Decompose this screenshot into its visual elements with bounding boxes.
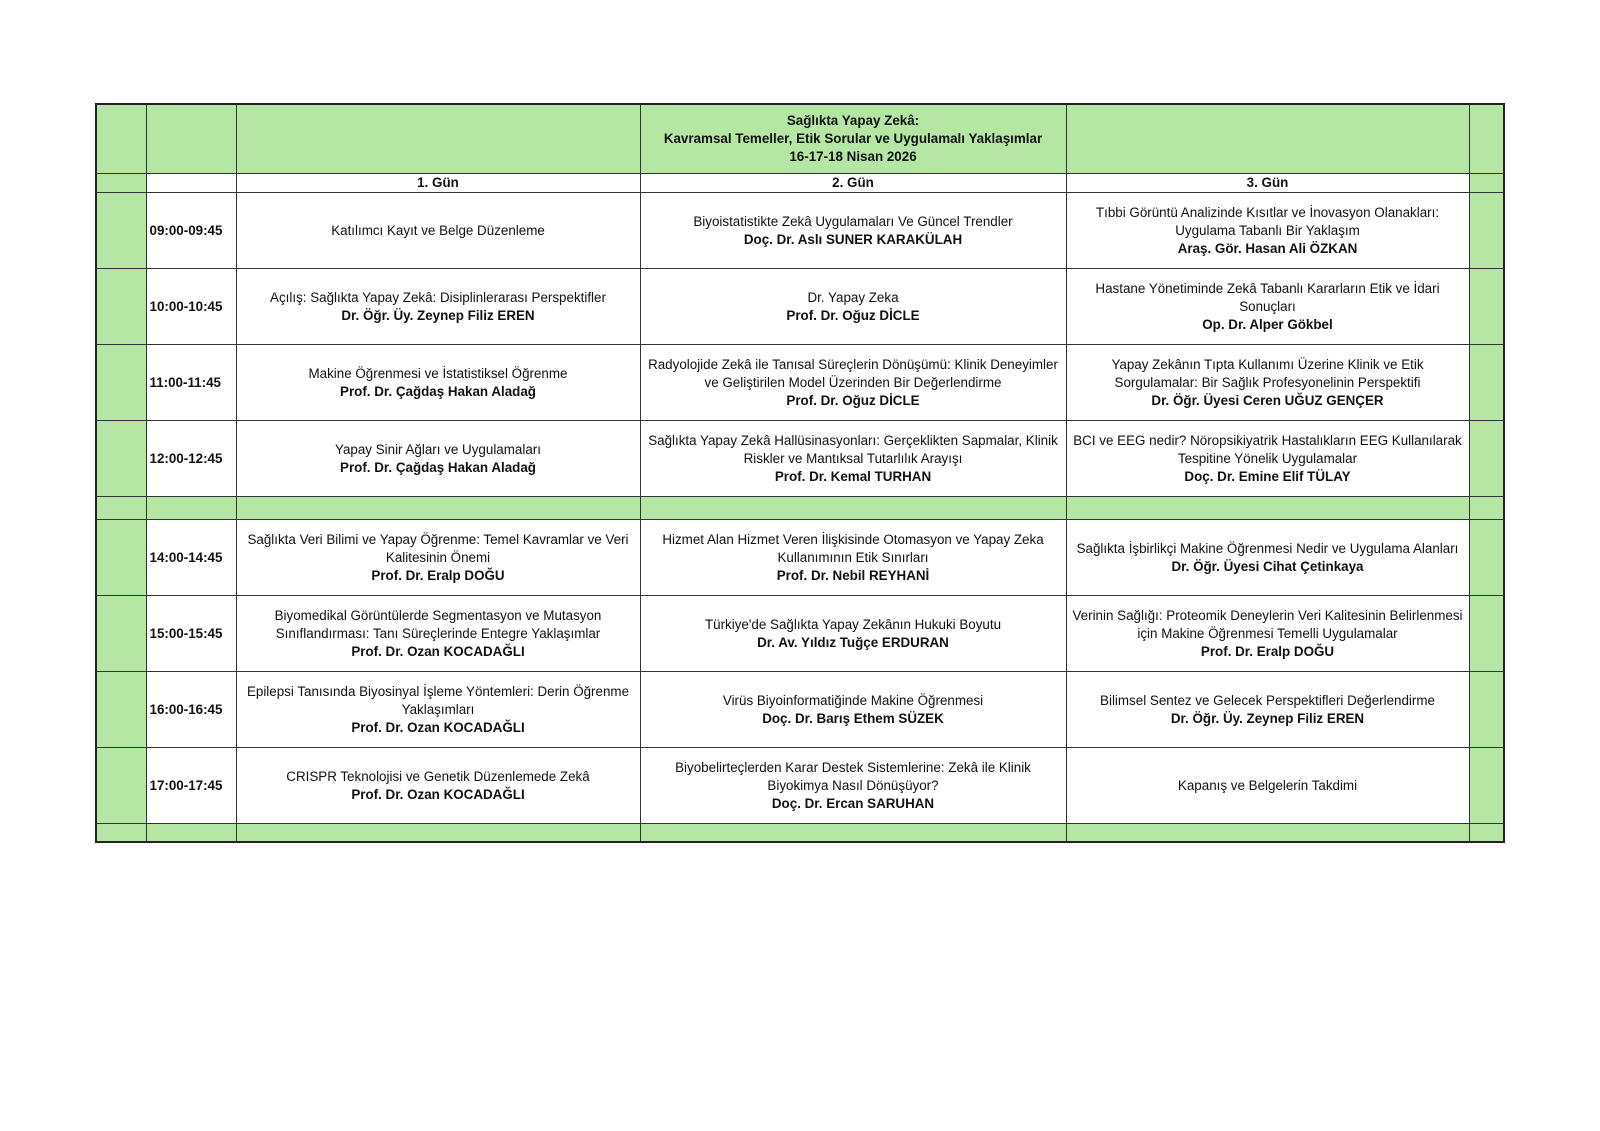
row-right-margin-cell (1469, 269, 1504, 345)
row-left-margin-cell (96, 748, 146, 824)
row-right-margin-cell (1469, 596, 1504, 672)
day-header-row (96, 174, 1504, 193)
session-speaker: Prof. Dr. Ozan KOCADAĞLI (351, 786, 525, 802)
session-speaker: Araş. Gör. Hasan Ali ÖZKAN (1177, 240, 1358, 256)
session-cell-day-3 (1066, 193, 1469, 269)
session-speaker: Dr. Av. Yıldız Tuğçe ERDURAN (757, 634, 949, 650)
table-footer-row (96, 824, 1504, 843)
time-slot: 10:00-10:45 (146, 269, 236, 345)
table-footer-row-cell (640, 824, 1066, 843)
session-speaker: Prof. Dr. Kemal TURHAN (774, 468, 932, 484)
time-slot: 09:00-09:45 (146, 193, 236, 269)
table-row (96, 748, 1504, 824)
session-speaker: Dr. Öğr. Üy. Zeynep Filiz EREN (341, 307, 535, 323)
day-right-margin-cell (1469, 174, 1504, 193)
session-speaker: Doç. Dr. Aslı SUNER KARAKÜLAH (743, 231, 963, 247)
lunch-break-row-cell (1066, 497, 1469, 520)
time-slot: 11:00-11:45 (146, 345, 236, 421)
time-slot: 17:00-17:45 (146, 748, 236, 824)
session-speaker: Doç. Dr. Emine Elif TÜLAY (1184, 468, 1351, 484)
table-footer-row-cell (96, 824, 146, 843)
session-cell-day-2 (640, 269, 1066, 345)
day-header-2: 2. Gün (640, 174, 1066, 193)
session-cell-day-2 (640, 520, 1066, 596)
session-cell-day-1 (236, 520, 640, 596)
table-row (96, 596, 1504, 672)
session-speaker: Prof. Dr. Ozan KOCADAĞLI (351, 643, 525, 659)
session-cell-day-2 (640, 596, 1066, 672)
session-speaker: Op. Dr. Alper Gökbel (1202, 316, 1333, 332)
table-footer-row-cell (1469, 824, 1504, 843)
row-left-margin-cell (96, 520, 146, 596)
lunch-break-row (96, 497, 1504, 520)
row-left-margin-cell (96, 596, 146, 672)
row-left-margin-cell (96, 193, 146, 269)
row-right-margin-cell (1469, 421, 1504, 497)
session-speaker: Dr. Öğr. Üyesi Cihat Çetinkaya (1171, 558, 1364, 574)
lunch-break-row-cell (640, 497, 1066, 520)
session-title: Sağlıkta Veri Bilimi ve Yapay Öğrenme: Temel Kavramlar ve Veri Kalitesinin Önemi (247, 531, 629, 565)
session-title: Yapay Sinir Ağları ve Uygulamaları (335, 441, 541, 457)
row-left-margin-cell (96, 345, 146, 421)
session-cell-day-3 (1066, 421, 1469, 497)
table-footer-row-cell (146, 824, 236, 843)
session-title: Hastane Yönetiminde Zekâ Tabanlı Kararların Etik ve İdari Sonuçları (1095, 280, 1440, 314)
session-speaker: Prof. Dr. Çağdaş Hakan Aladağ (340, 383, 536, 399)
session-title: Türkiye'de Sağlıkta Yapay Zekânın Hukuki Boyutu (704, 616, 1002, 632)
session-cell-day-1 (236, 269, 640, 345)
session-speaker: Prof. Dr. Eralp DOĞU (1200, 643, 1335, 659)
day-header-3: 3. Gün (1066, 174, 1469, 193)
lunch-break-row-cell (146, 497, 236, 520)
table-row (96, 345, 1504, 421)
title-right-margin-cell (1469, 104, 1504, 174)
session-title: CRISPR Teknolojisi ve Genetik Düzenlemede Zekâ (286, 768, 590, 784)
session-cell-day-3 (1066, 520, 1469, 596)
session-speaker: Prof. Dr. Oğuz DİCLE (786, 307, 920, 323)
session-title: Katılımcı Kayıt ve Belge Düzenleme (331, 222, 545, 238)
time-slot: 12:00-12:45 (146, 421, 236, 497)
title-time-cell (146, 104, 236, 174)
session-cell-day-2 (640, 193, 1066, 269)
lunch-break-row-cell (236, 497, 640, 520)
row-right-margin-cell (1469, 193, 1504, 269)
session-cell-day-1 (236, 596, 640, 672)
row-right-margin-cell (1469, 520, 1504, 596)
day-time-cell (146, 174, 236, 193)
session-title: Sağlıkta İşbirlikçi Makine Öğrenmesi Nedir ve Uygulama Alanları (1076, 540, 1459, 556)
schedule-body (96, 104, 1504, 842)
table-row (96, 269, 1504, 345)
lunch-break-row-cell (1469, 497, 1504, 520)
session-cell-day-3 (1066, 748, 1469, 824)
session-speaker: Dr. Öğr. Üyesi Ceren UĞUZ GENÇER (1151, 392, 1384, 408)
session-title: Kapanış ve Belgelerin Takdimi (1177, 777, 1358, 793)
row-left-margin-cell (96, 421, 146, 497)
session-title: Verinin Sağlığı: Proteomik Deneylerin Veri Kalitesinin Belirlenmesi için Makine Öğrenmesi Temelli Uygulamalar (1072, 607, 1463, 641)
session-cell-day-1 (236, 672, 640, 748)
session-title: Bilimsel Sentez ve Gelecek Perspektifleri Değerlendirme (1100, 692, 1435, 708)
session-speaker: Dr. Öğr. Üy. Zeynep Filiz EREN (1170, 710, 1365, 726)
row-right-margin-cell (1469, 748, 1504, 824)
session-title: Epilepsi Tanısında Biyosinyal İşleme Yöntemleri: Derin Öğrenme Yaklaşımları (246, 683, 630, 717)
session-cell-day-2 (640, 748, 1066, 824)
session-title: Tıbbi Görüntü Analizinde Kısıtlar ve İnovasyon Olanakları: Uygulama Tabanlı Bir Yaklaşım (1095, 204, 1440, 238)
session-cell-day-1 (236, 345, 640, 421)
time-slot: 15:00-15:45 (146, 596, 236, 672)
session-title: Açılış: Sağlıkta Yapay Zekâ: Disiplinlerarası Perspektifler (270, 289, 606, 305)
row-right-margin-cell (1469, 345, 1504, 421)
session-title: Biyomedikal Görüntülerde Segmentasyon ve Mutasyon Sınıflandırması: Tanı Süreçlerinde Entegre Yaklaşımlar (274, 607, 602, 641)
session-cell-day-2 (640, 345, 1066, 421)
title-left-margin-cell (96, 104, 146, 174)
event-title (640, 104, 1066, 174)
table-row (96, 421, 1504, 497)
session-title: Makine Öğrenmesi ve İstatistiksel Öğrenme (308, 365, 568, 381)
session-speaker: Prof. Dr. Çağdaş Hakan Aladağ (340, 459, 536, 475)
session-cell-day-3 (1066, 596, 1469, 672)
time-slot: 14:00-14:45 (146, 520, 236, 596)
event-dates: 16-17-18 Nisan 2026 (789, 149, 917, 164)
session-cell-day-3 (1066, 269, 1469, 345)
day-left-margin-cell (96, 174, 146, 193)
lunch-break-row-cell (96, 497, 146, 520)
event-title-line2: Kavramsal Temeller, Etik Sorular ve Uygulamalı Yaklaşımlar (663, 131, 1043, 146)
session-cell-day-3 (1066, 345, 1469, 421)
table-footer-row-cell (1066, 824, 1469, 843)
session-title: Radyolojide Zekâ ile Tanısal Süreçlerin Dönüşümü: Klinik Deneyimler ve Geliştirilen Model Üzerinden Bir Değerlendirme (648, 356, 1058, 390)
session-speaker: Prof. Dr. Nebil REYHANİ (776, 567, 930, 583)
session-title: Sağlıkta Yapay Zekâ Hallüsinasyonları: Gerçeklikten Sapmalar, Klinik Riskler ve Mantıksal Tutarlılık Arayışı (648, 432, 1058, 466)
table-row (96, 520, 1504, 596)
session-cell-day-1 (236, 193, 640, 269)
session-speaker: Doç. Dr. Barış Ethem SÜZEK (762, 710, 944, 726)
session-speaker: Prof. Dr. Ozan KOCADAĞLI (351, 719, 525, 735)
session-title: Dr. Yapay Zeka (807, 289, 899, 305)
schedule-table (95, 103, 1505, 843)
row-left-margin-cell (96, 672, 146, 748)
session-cell-day-2 (640, 421, 1066, 497)
session-cell-day-1 (236, 421, 640, 497)
session-title: Biyobelirteçlerden Karar Destek Sistemlerine: Zekâ ile Klinik Biyokimya Nasıl Dönüşüyor? (675, 759, 1031, 793)
table-footer-row-cell (236, 824, 640, 843)
session-title: Hizmet Alan Hizmet Veren İlişkisinde Otomasyon ve Yapay Zeka Kullanımının Etik Sınırları (662, 531, 1044, 565)
session-title: BCI ve EEG nedir? Nöropsikiyatrik Hastalıkların EEG Kullanılarak Tespitine Yönelik Uygulamalar (1073, 432, 1462, 466)
session-speaker: Prof. Dr. Oğuz DİCLE (786, 392, 920, 408)
title-day1-cell (236, 104, 640, 174)
session-speaker: Prof. Dr. Eralp DOĞU (371, 567, 505, 583)
session-speaker: Doç. Dr. Ercan SARUHAN (771, 795, 935, 811)
session-cell-day-2 (640, 672, 1066, 748)
table-row (96, 672, 1504, 748)
table-row (96, 193, 1504, 269)
session-title: Biyoistatistikte Zekâ Uygulamaları Ve Güncel Trendler (693, 213, 1013, 229)
event-title-line1: Sağlıkta Yapay Zekâ: (786, 113, 920, 128)
time-slot: 16:00-16:45 (146, 672, 236, 748)
title-day3-cell (1066, 104, 1469, 174)
session-cell-day-3 (1066, 672, 1469, 748)
session-cell-day-1 (236, 748, 640, 824)
session-title: Virüs Biyoinformatiğinde Makine Öğrenmesi (722, 692, 984, 708)
title-row (96, 104, 1504, 174)
session-title: Yapay Zekânın Tıpta Kullanımı Üzerine Klinik ve Etik Sorgulamalar: Bir Sağlık Profesyonelinin Perspektifi (1111, 356, 1424, 390)
row-left-margin-cell (96, 269, 146, 345)
day-header-1: 1. Gün (236, 174, 640, 193)
row-right-margin-cell (1469, 672, 1504, 748)
